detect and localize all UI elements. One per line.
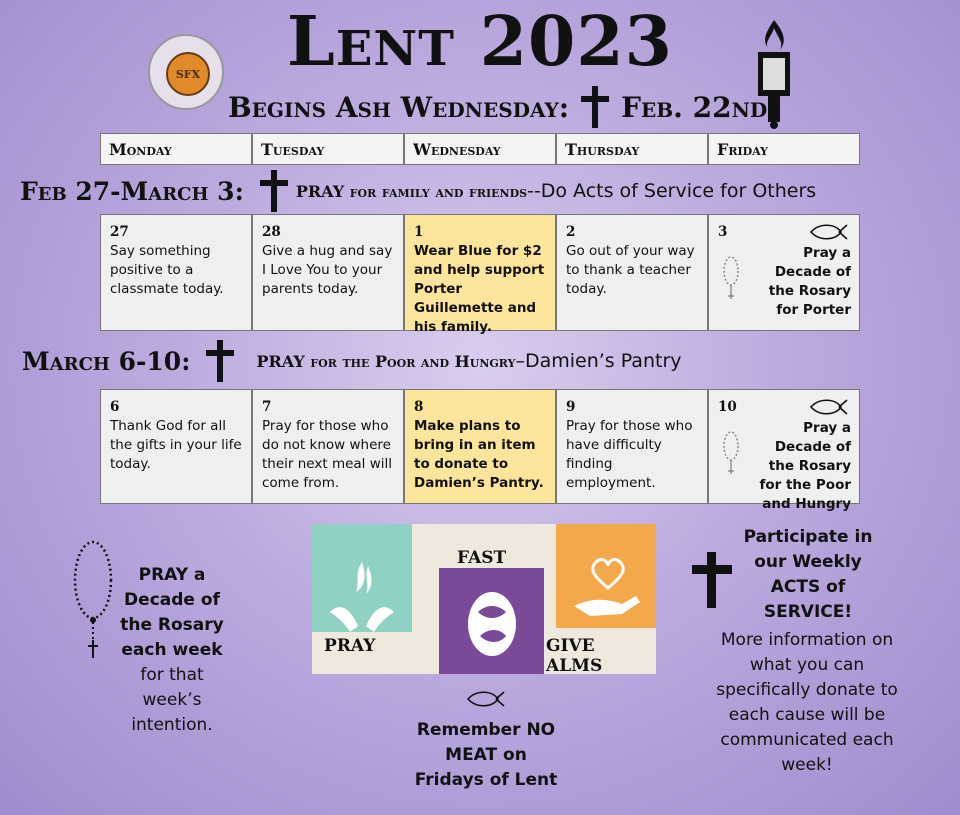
cell-text: Wear Blue for $2 and help support Porter Guillemette and his family. [414,243,545,335]
week1-dates: Feb 27-March 3: [20,176,244,206]
calendar-cell-friday [708,214,860,331]
cross-icon [206,340,234,382]
week1-rest: --Do Acts of Service for Others [527,180,817,202]
week1-heading [20,170,816,212]
day-header-row [100,133,860,165]
center-note: Remember NO MEAT on Fridays of Lent [414,720,558,790]
day-tuesday: Tuesday [252,133,404,165]
heart-hand-icon [570,552,646,622]
cell-text: Pray a Decade of the Rosary for the Poor and Hungry [759,420,851,512]
left-note-normal: for that week’s intention. [131,665,213,735]
rosary-icon [721,255,741,305]
calendar-cell-highlight [404,214,556,335]
fish-symbol-icon [464,588,520,660]
day-thursday: Thursday [556,133,708,165]
alms-label: GIVE ALMS [546,636,603,676]
right-note-normal: More information on what you can specifically donate to each cause will be communicated each week! [716,630,898,775]
day-monday: Monday [100,133,252,165]
left-note [118,563,226,738]
fish-icon [809,398,849,416]
cell-date: 9 [566,399,576,415]
calendar-cell [100,214,252,331]
begins-label: Begins Ash Wednesday: [228,90,570,124]
cell-text: Say something positive to a classmate today. [110,243,224,297]
begins-date: Feb. 22nd [621,90,768,124]
rosary-icon [721,430,741,480]
calendar-cell-highlight [404,389,556,504]
page-title: Lent 2023 [287,2,673,82]
pray-label: PRAY [324,636,376,656]
cell-date: 2 [566,224,576,240]
pray-fast-alms-image [312,524,656,674]
cell-date: 6 [110,399,120,415]
fish-icon [466,690,508,708]
rosary-icon [68,540,118,660]
calendar-cell [252,389,404,504]
cell-text: Make plans to bring in an item to donate to Damien’s Pantry. [414,418,544,491]
cross-icon [260,170,288,212]
cell-text: Thank God for all the gifts in your life today. [110,418,242,472]
cell-text: Pray a Decade of the Rosary for Porter [768,245,851,318]
left-note-bold: PRAY a Decade of the Rosary each week [120,565,224,660]
calendar-cell [556,389,708,504]
week1-row [100,214,860,335]
week2-theme: PRAY for the Poor and Hungry [256,351,516,371]
week2-heading [22,340,682,382]
week2-rest: –Damien’s Pantry [515,350,682,372]
cell-text: Pray for those who do not know where their next meal will come from. [262,418,393,491]
cell-date: 28 [262,224,281,240]
cell-date: 7 [262,399,272,415]
right-note-bold: Participate in our Weekly ACTS of SERVICE! [743,527,873,622]
cell-date: 10 [718,399,737,415]
calendar-cell [556,214,708,331]
week1-theme: PRAY for family and friends [295,181,528,201]
cross-icon [581,86,609,128]
praying-hands-icon [320,552,404,642]
cell-text: Give a hug and say I Love You to your parents today. [262,243,393,297]
week2-row [100,389,860,512]
day-wednesday: Wednesday [404,133,556,165]
cell-date: 27 [110,224,129,240]
calendar-cell-friday [708,389,860,512]
fish-icon [809,223,849,241]
begins-line [228,86,767,128]
school-logo-mark: SFX [166,52,210,96]
week2-dates: March 6-10: [22,346,191,376]
cross-icon [692,552,732,608]
day-friday: Friday [708,133,860,165]
cell-date: 8 [414,399,424,415]
cell-date: 1 [414,224,424,240]
calendar-cell [252,214,404,331]
calendar-cell [100,389,252,504]
cell-text: Go out of your way to thank a teacher today. [566,243,695,297]
fast-label: FAST [457,548,507,568]
cell-text: Pray for those who have difficulty finding employment. [566,418,693,491]
cell-date: 3 [718,224,728,240]
